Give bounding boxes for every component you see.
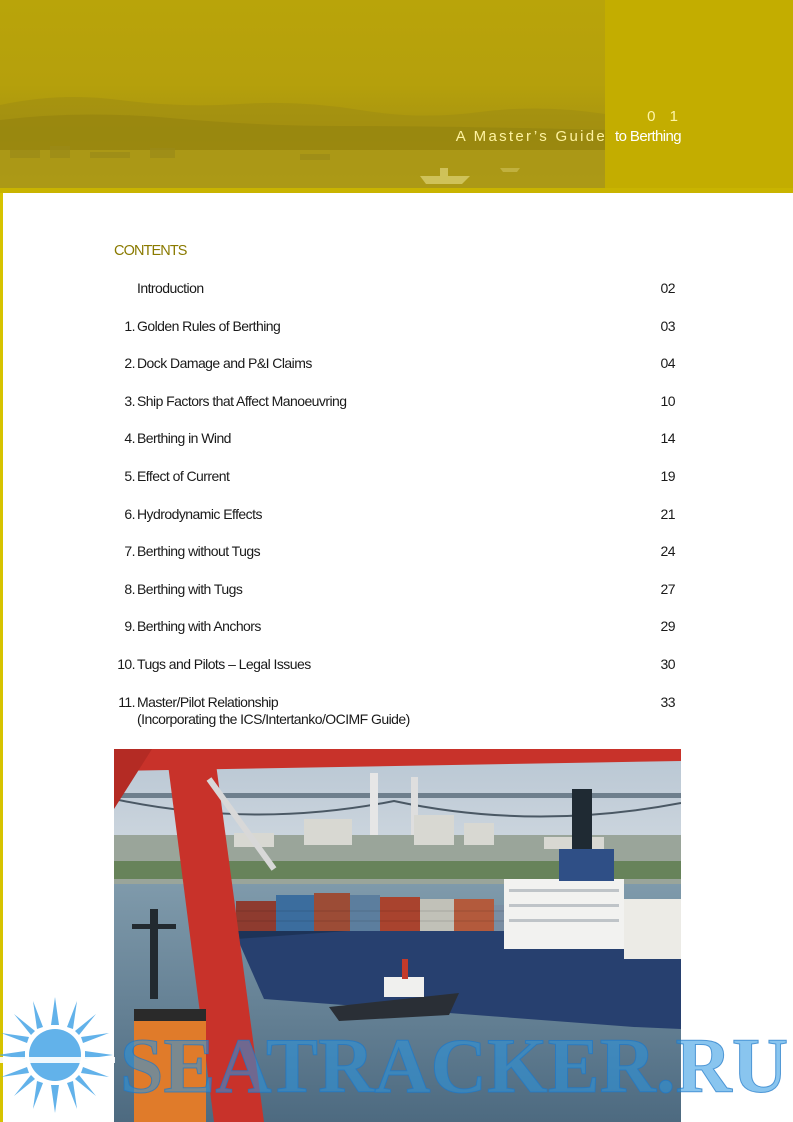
toc-entry[interactable] <box>110 694 680 732</box>
guide-title <box>456 128 681 145</box>
chapter-number: 0 1 <box>647 108 683 125</box>
toc-entry-number: 3. <box>124 392 135 409</box>
toc-entry[interactable] <box>110 393 680 431</box>
toc-entry-title: Introduction <box>137 280 204 296</box>
toc-entry[interactable] <box>110 280 680 318</box>
toc-entry-title: Berthing without Tugs <box>137 543 261 560</box>
header-divider-strip <box>0 188 793 193</box>
toc-entry-number: 4. <box>124 430 135 447</box>
toc-entry-number: 5. <box>124 467 135 484</box>
toc-entry-number: 8. <box>124 580 135 597</box>
toc-entry[interactable] <box>110 430 680 468</box>
container-ship-berthing-photo <box>114 749 681 1122</box>
toc-entry-page: 04 <box>660 355 675 372</box>
toc-entry-number: 7. <box>124 543 135 560</box>
table-of-contents <box>110 280 680 731</box>
guide-title-main: A Master’s Guide <box>455 128 608 145</box>
toc-entry-title <box>137 694 410 727</box>
toc-entry-page: 02 <box>660 280 675 296</box>
toc-entry[interactable] <box>110 355 680 393</box>
toc-entry[interactable] <box>110 581 680 619</box>
toc-entry-title: Effect of Current <box>137 467 230 484</box>
toc-entry-page: 29 <box>660 618 675 635</box>
toc-entry-page: 19 <box>660 467 675 484</box>
toc-entry-number: 10. <box>117 655 135 672</box>
toc-entry-number: 11. <box>118 693 135 710</box>
toc-entry-number: 6. <box>124 505 135 522</box>
toc-entry-title: Berthing with Tugs <box>137 580 243 597</box>
toc-entry-page: 21 <box>660 505 675 522</box>
toc-entry-subtitle: (Incorporating the ICS/Intertanko/OCIMF Guide) <box>137 710 410 727</box>
page-left-edge <box>0 193 3 1122</box>
toc-entry-title: Dock Damage and P&I Claims <box>137 355 312 372</box>
guide-title-sub: to Berthing <box>615 128 681 145</box>
toc-entry[interactable] <box>110 318 680 356</box>
toc-entry-title: Berthing in Wind <box>137 430 231 447</box>
toc-entry-page: 10 <box>660 392 675 409</box>
toc-entry[interactable] <box>110 506 680 544</box>
toc-entry-number: 1. <box>124 317 135 334</box>
chapter-header-banner <box>0 0 793 193</box>
toc-entry-page: 33 <box>660 693 675 710</box>
toc-entry-title-text: Master/Pilot Relationship <box>137 693 279 710</box>
toc-entry-title: Golden Rules of Berthing <box>137 317 281 334</box>
sun-logo-icon <box>0 995 115 1115</box>
toc-entry[interactable] <box>110 618 680 656</box>
toc-entry-page: 30 <box>660 655 675 672</box>
toc-entry-title: Ship Factors that Affect Manoeuvring <box>137 392 347 409</box>
watermark-text: SEATRACKER.RU <box>120 1022 789 1109</box>
contents-heading: CONTENTS <box>114 243 187 259</box>
toc-entry-title: Tugs and Pilots – Legal Issues <box>137 655 311 672</box>
toc-entry-page: 24 <box>660 543 675 560</box>
toc-entry-number: 2. <box>124 355 135 372</box>
toc-entry[interactable] <box>110 656 680 694</box>
toc-entry-number: 9. <box>124 618 135 635</box>
toc-entry-page: 27 <box>660 580 675 597</box>
toc-entry-page: 03 <box>660 317 675 334</box>
header-harbour-photo <box>0 0 608 188</box>
toc-entry[interactable] <box>110 468 680 506</box>
toc-entry[interactable] <box>110 543 680 581</box>
toc-entry-title: Berthing with Anchors <box>137 618 261 635</box>
toc-entry-page: 14 <box>660 430 675 447</box>
toc-entry-title: Hydrodynamic Effects <box>137 505 262 522</box>
